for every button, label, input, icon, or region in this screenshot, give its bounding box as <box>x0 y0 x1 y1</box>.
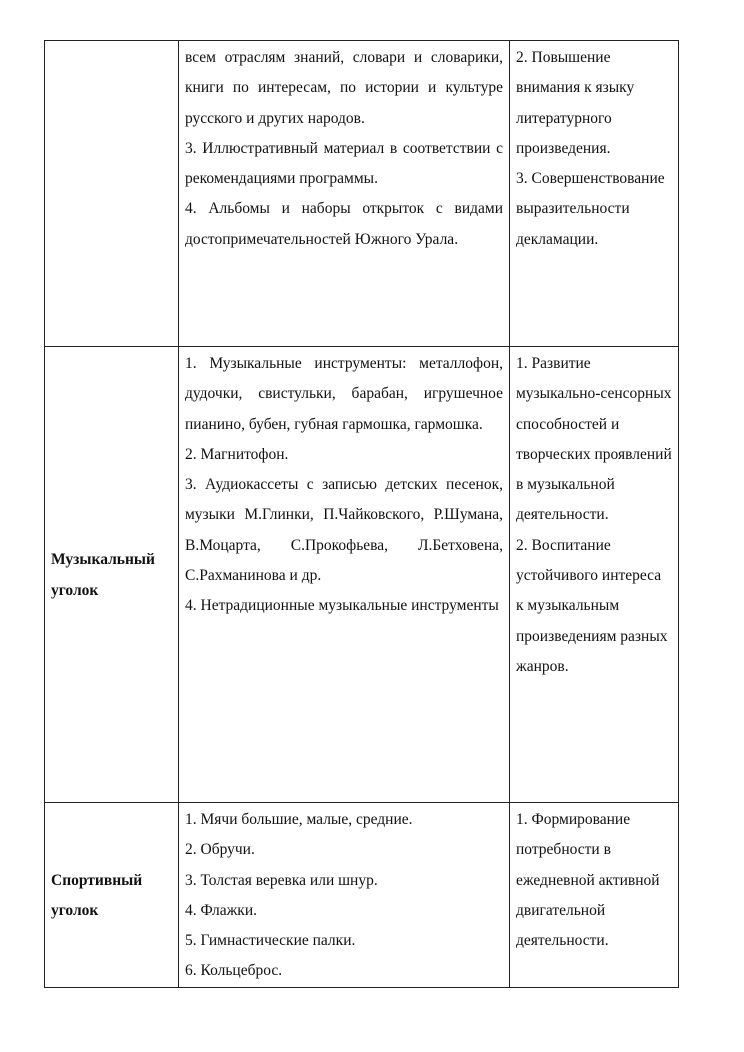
list-item: 4. Флажки. <box>185 901 257 919</box>
goals-cell <box>510 803 679 988</box>
list-item: 2. Обручи. <box>185 841 255 859</box>
list-item: 1. Развитие музыкально-сенсорных способностей и творческих проявлений в музыкальной деятельности. <box>516 355 672 524</box>
materials-cell <box>179 347 510 803</box>
materials-cell <box>179 41 510 347</box>
list-item: 1. Мячи большие, малые, средние. <box>185 811 413 828</box>
list-item: 3. Аудиокассеты с записью детских песенок, музыки М.Глинки, П.Чайковского, Р.Шумана, В.Моцарта, С.Прокофьева, Л.Бетховена, С.Рахманинова и др. <box>185 476 503 585</box>
list-item: 1. Формирование потребности в ежедневной активной двигательной деятельности. <box>516 811 660 950</box>
corner-name-cell <box>45 41 179 347</box>
list-item: 6. Кольцеброс. <box>185 962 283 980</box>
corner-name-cell: Музыкальный уголок <box>45 347 179 803</box>
list-item: 2. Воспитание устойчивого интереса к музыкальным произведениям разных жанров. <box>516 536 668 675</box>
table-row <box>45 803 679 988</box>
list-item: 4. Альбомы и наборы открыток с видами достопримечательностей Южного Урала. <box>185 200 503 248</box>
materials-cell <box>179 803 510 988</box>
list-item: всем отраслям знаний, словари и словарики, книги по интересам, по истории и культуре русского и других народов. <box>185 49 503 127</box>
list-item: 3. Иллюстративный материал в соответствии с рекомендациями программы. <box>185 139 503 188</box>
list-item: 5. Гимнастические палки. <box>185 932 356 950</box>
list-item: 3. Совершенствование выразительности декламации. <box>516 170 665 248</box>
list-item: 2. Магнитофон. <box>185 445 289 463</box>
goals-cell <box>510 347 679 803</box>
list-item: 4. Нетрадиционные музыкальные инструменты <box>185 597 499 615</box>
table-row <box>45 347 679 803</box>
goals-cell <box>510 41 679 347</box>
list-item: 3. Толстая веревка или шнур. <box>185 871 378 889</box>
list-item: 1. Музыкальные инструменты: металлофон, дудочки, свистульки, барабан, игрушечное пианино, бубен, губная гармошка, гармошка. <box>185 355 503 433</box>
list-item: 2. Повышение внимания к языку литературного произведения. <box>516 49 635 157</box>
corners-table <box>44 40 679 988</box>
table-row <box>45 41 679 347</box>
corner-name-cell: Спортивный уголок <box>45 803 179 988</box>
